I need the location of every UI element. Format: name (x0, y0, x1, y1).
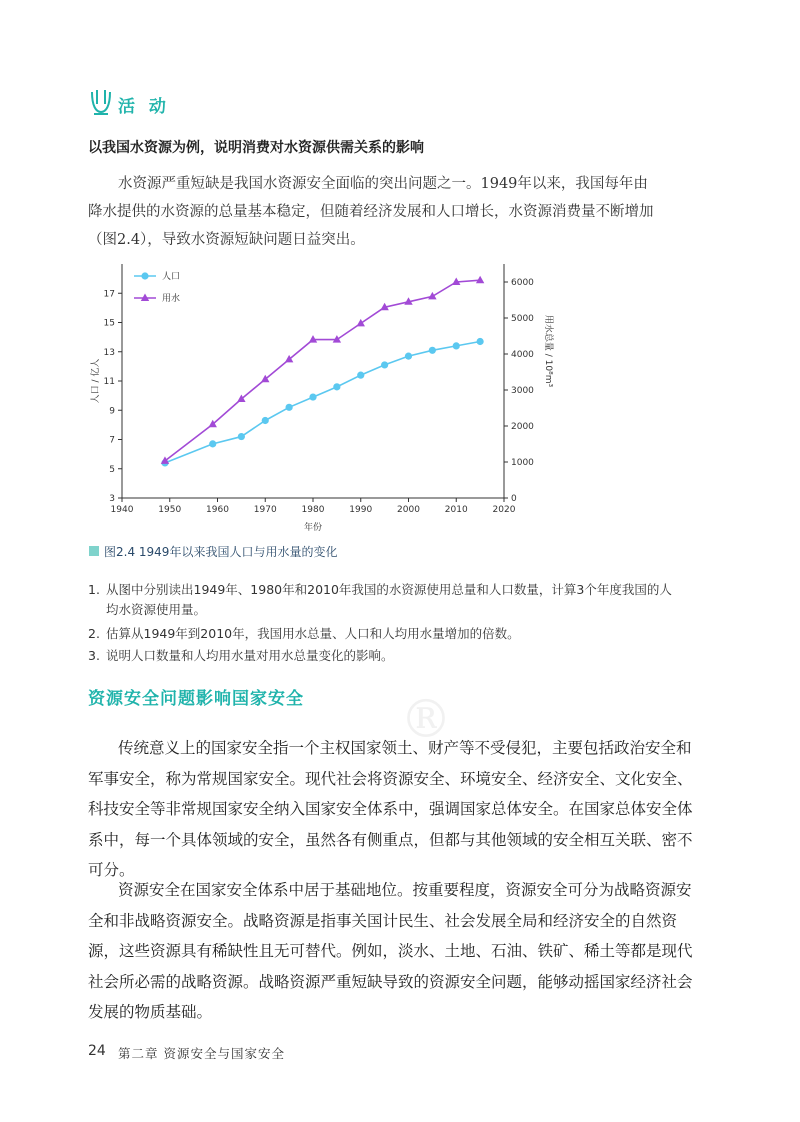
y-right-tick-label: 1000 (511, 458, 534, 468)
x-tick-label: 1970 (253, 505, 277, 515)
water-point (357, 319, 365, 327)
population-point (381, 361, 388, 368)
y-left-tick-label: 15 (103, 318, 115, 329)
y-right-tick-label: 2000 (511, 422, 534, 432)
x-tick-label: 1990 (349, 505, 373, 515)
legend-label: 人口 (162, 272, 181, 282)
population-point (333, 383, 340, 390)
population-point (357, 372, 364, 379)
question-text: 均水资源使用量。 (106, 602, 207, 617)
section-title: 资源安全问题影响国家安全 (88, 689, 304, 709)
x-axis-label: 年份 (303, 523, 323, 533)
y-right-tick-label: 5000 (511, 314, 534, 324)
paragraph-line: 全和非战略资源安全。战略资源是指事关国计民生、社会发展全局和经济安全的自然资 (88, 911, 678, 930)
question-number: 1. (88, 582, 100, 597)
y-left-tick-label: 3 (109, 494, 115, 504)
water-point (428, 292, 436, 300)
population-point (429, 347, 436, 354)
paragraph-line: 社会所必需的战略资源。战略资源严重短缺导致的资源安全问题，能够动摇国家经济社会 (88, 972, 693, 991)
question-number: 3. (88, 648, 100, 663)
population-point (477, 338, 484, 345)
y-right-tick-label: 3000 (511, 386, 534, 396)
series-line-用水 (165, 280, 480, 461)
watermark: ® (400, 690, 482, 750)
population-point (405, 353, 412, 360)
caption-marker (89, 546, 99, 556)
x-tick-label: 2000 (397, 505, 420, 515)
water-point (161, 456, 169, 464)
paragraph-line: 可分。 (88, 861, 135, 879)
legend-label: 用水 (162, 294, 181, 304)
population-point (262, 417, 269, 424)
y-left-tick-label: 9 (109, 406, 115, 417)
legend-marker (141, 272, 148, 279)
intro-line: （图2.4），导致水资源短缺问题日益突出。 (88, 232, 365, 248)
y-right-tick-label: 4000 (511, 350, 534, 360)
population-point (453, 342, 460, 349)
y-right-axis-label: 用水总量 / 10⁸m³ (543, 314, 553, 388)
section-paragraph-1 (88, 733, 713, 886)
activity-heading: 以我国水资源为例，说明消费对水资源供需关系的影响 (88, 140, 424, 156)
question-text: 从图中分别读出1949年、1980年和2010年我国的水资源使用总量和人口数量，计算3个年度我国的人 (106, 582, 672, 597)
y-left-tick-label: 17 (103, 289, 115, 300)
y-left-tick-label: 7 (109, 435, 115, 446)
y-right-tick-label: 0 (511, 494, 517, 504)
x-tick-label: 1980 (301, 505, 325, 515)
question-item (88, 646, 718, 666)
question-text: 说明人口数量和人均用水量对用水总量变化的影响。 (106, 648, 394, 663)
chapter-title: 第二章 资源安全与国家安全 (118, 1046, 285, 1061)
y-left-tick-label: 13 (103, 347, 115, 358)
activity-intro (88, 170, 713, 254)
activity-icon (88, 88, 114, 116)
intro-line: 降水提供的水资源的总量基本稳定，但随着经济发展和人口增长，水资源消费量不断增加 (88, 204, 654, 220)
intro-line: 水资源严重短缺是我国水资源安全面临的突出问题之一。1949年以来，我国每年由 (118, 176, 648, 192)
question-number: 2. (88, 626, 100, 641)
figure-caption: 图2.4 1949年以来我国人口与用水量的变化 (104, 545, 338, 559)
x-tick-label: 1950 (158, 505, 182, 515)
y-right-tick-label: 6000 (511, 278, 534, 288)
population-water-chart (88, 256, 553, 536)
activity-label: 活 动 (118, 97, 170, 117)
x-tick-label: 1940 (110, 505, 134, 515)
paragraph-line: 源，这些资源具有稀缺性且无可替代。例如，淡水、土地、石油、铁矿、稀土等都是现代 (88, 942, 693, 960)
x-tick-label: 1960 (206, 505, 229, 515)
paragraph-line: 科技安全等非常规国家安全纳入国家安全体系中，强调国家总体安全。在国家总体安全体 (88, 800, 693, 818)
population-point (309, 393, 316, 400)
x-tick-label: 2010 (444, 505, 468, 515)
population-point (286, 404, 293, 411)
y-left-tick-label: 5 (109, 464, 115, 475)
paragraph-line: 系中，每一个具体领域的安全，虽然各有侧重点，但都与其他领域的安全相互关联、密不 (88, 830, 693, 849)
water-point (476, 276, 484, 284)
paragraph-line: 资源安全在国家安全体系中居于基础地位。按重要程度，资源安全可分为战略资源安 (118, 881, 692, 899)
page-number: 24 (88, 1043, 106, 1059)
x-tick-label: 2020 (492, 505, 516, 515)
question-text: 估算从1949年到2010年，我国用水总量、人口和人均用水量增加的倍数。 (106, 626, 520, 641)
paragraph-line: 传统意义上的国家安全指一个主权国家领土、财产等不受侵犯，主要包括政治安全和 (118, 739, 692, 757)
population-point (238, 433, 245, 440)
y-left-tick-label: 11 (103, 377, 115, 387)
population-point (209, 440, 216, 447)
paragraph-line: 发展的物质基础。 (88, 1003, 213, 1021)
paragraph-line: 军事安全，称为常规国家安全。现代社会将资源安全、环境安全、经济安全、文化安全、 (88, 769, 693, 788)
section-paragraph-2 (88, 875, 713, 1028)
question-item (88, 624, 718, 644)
question-item (88, 580, 718, 620)
y-left-axis-label: 人口 / 亿人 (91, 358, 101, 404)
